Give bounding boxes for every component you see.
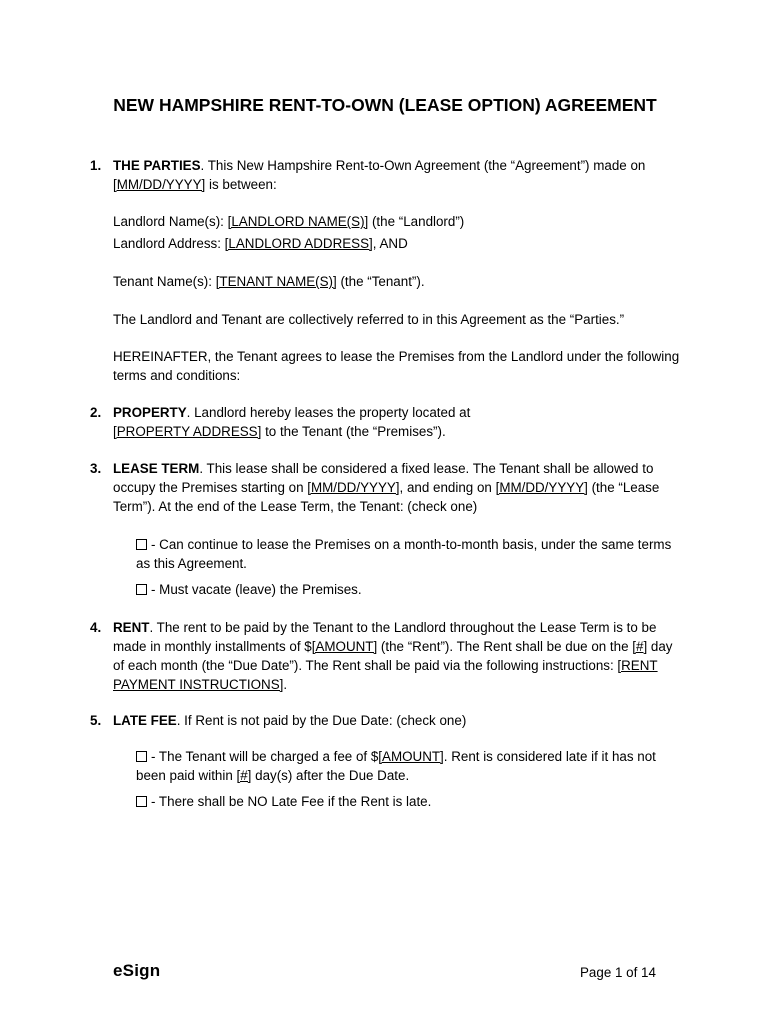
landlord-name-tail: (the “Landlord”)	[368, 214, 465, 229]
section-text: . This lease shall be considered a fixed lease. The Tenant shall be allowed to occupy the Premises starting on	[113, 461, 654, 495]
tenant-name-label: Tenant Name(s):	[113, 274, 216, 289]
document-title: NEW HAMPSHIRE RENT-TO-OWN (LEASE OPTION) AGREEMENT	[113, 95, 657, 115]
landlord-name-label: Landlord Name(s):	[113, 214, 228, 229]
tenant-name-field[interactable]: [TENANT NAME(S)]	[215, 274, 337, 289]
section-rent	[90, 618, 682, 694]
section-number: 1.	[90, 158, 102, 173]
section-number: 5.	[90, 713, 102, 728]
section-number: 2.	[90, 405, 102, 420]
checkbox[interactable]	[136, 584, 147, 595]
landlord-address-label: Landlord Address:	[113, 236, 225, 251]
section-heading: LATE FEE	[113, 713, 177, 728]
section-heading: LEASE TERM	[113, 461, 200, 476]
rent-due-day-field[interactable]: [#]	[632, 639, 648, 654]
tenant-name-tail: (the “Tenant”).	[336, 274, 425, 289]
option-text: - Must vacate (leave) the Premises.	[151, 582, 362, 597]
section-heading: RENT	[113, 620, 150, 635]
option-text: . Rent is considered late if it has not been paid within	[136, 749, 656, 783]
section-number: 3.	[90, 461, 102, 476]
late-fee-amount-field[interactable]: [AMOUNT]	[378, 749, 444, 764]
agreement-date-field[interactable]: [MM/DD/YYYY]	[113, 177, 206, 192]
option-text: - Can continue to lease the Premises on a month-to-month basis, under the same terms as this Agreement.	[136, 537, 672, 571]
option-text: day(s) after the Due Date.	[251, 768, 410, 783]
section-text: is between:	[205, 177, 277, 192]
section-heading: PROPERTY	[113, 405, 187, 420]
section-text: . If Rent is not paid by the Due Date: (check one)	[176, 713, 467, 728]
esign-logo: eSign	[113, 961, 161, 980]
tenant-name-line	[113, 272, 683, 291]
section-text: .	[283, 677, 288, 692]
page-number: Page 1 of 14	[580, 965, 656, 980]
landlord-name-line	[113, 212, 683, 231]
section-text: to the Tenant (the “Premises”).	[261, 424, 446, 439]
landlord-address-line	[113, 234, 683, 253]
late-fee-option-none	[136, 792, 684, 811]
option-text: - There shall be NO Late Fee if the Rent is late.	[151, 794, 432, 809]
lease-option-month-to-month	[136, 535, 684, 573]
checkbox[interactable]	[136, 796, 147, 807]
hereinafter-paragraph: HEREINAFTER, the Tenant agrees to lease the Premises from the Landlord under the following terms and conditions:	[113, 349, 680, 383]
landlord-address-field[interactable]: [LANDLORD ADDRESS]	[224, 236, 373, 251]
section-text: day of each month (the “Due Date”). The Rent shall be paid via the following instructions:	[113, 639, 673, 673]
option-text: - The Tenant will be charged a fee of $	[151, 749, 379, 764]
section-text: (the “Lease Term”). At the end of the Lease Term, the Tenant: (check one)	[113, 480, 660, 514]
section-heading: THE PARTIES	[113, 158, 201, 173]
checkbox[interactable]	[136, 751, 147, 762]
section-parties	[90, 156, 682, 194]
rent-payment-instructions-field[interactable]: [RENT PAYMENT INSTRUCTIONS]	[113, 658, 658, 692]
landlord-address-tail: , AND	[372, 236, 408, 251]
lease-start-date-field[interactable]: [MM/DD/YYYY]	[307, 480, 400, 495]
checkbox[interactable]	[136, 539, 147, 550]
lease-end-date-field[interactable]: [MM/DD/YYYY]	[495, 480, 588, 495]
lease-option-vacate	[136, 580, 684, 599]
section-text: . Landlord hereby leases the property located at	[186, 405, 471, 420]
section-lease-term	[90, 459, 682, 516]
section-late-fee	[90, 711, 682, 730]
section-number: 4.	[90, 620, 102, 635]
section-text: . This New Hampshire Rent-to-Own Agreement (the “Agreement”) made on	[200, 158, 646, 173]
rent-amount-field[interactable]: [AMOUNT]	[311, 639, 378, 654]
late-fee-option-charge	[136, 747, 684, 785]
section-text: . The rent to be paid by the Tenant to the Landlord throughout the Lease Term is to be made in monthly installments of $	[113, 620, 657, 654]
parties-definition: The Landlord and Tenant are collectively referred to in this Agreement as the “Parties.”	[113, 312, 625, 327]
section-text: (the “Rent”). The Rent shall be due on the	[377, 639, 633, 654]
section-property	[90, 403, 682, 441]
property-address-field[interactable]: [PROPERTY ADDRESS]	[113, 424, 262, 439]
late-fee-days-field[interactable]: [#]	[236, 768, 252, 783]
section-text: , and ending on	[399, 480, 496, 495]
landlord-name-field[interactable]: [LANDLORD NAME(S)]	[227, 214, 369, 229]
